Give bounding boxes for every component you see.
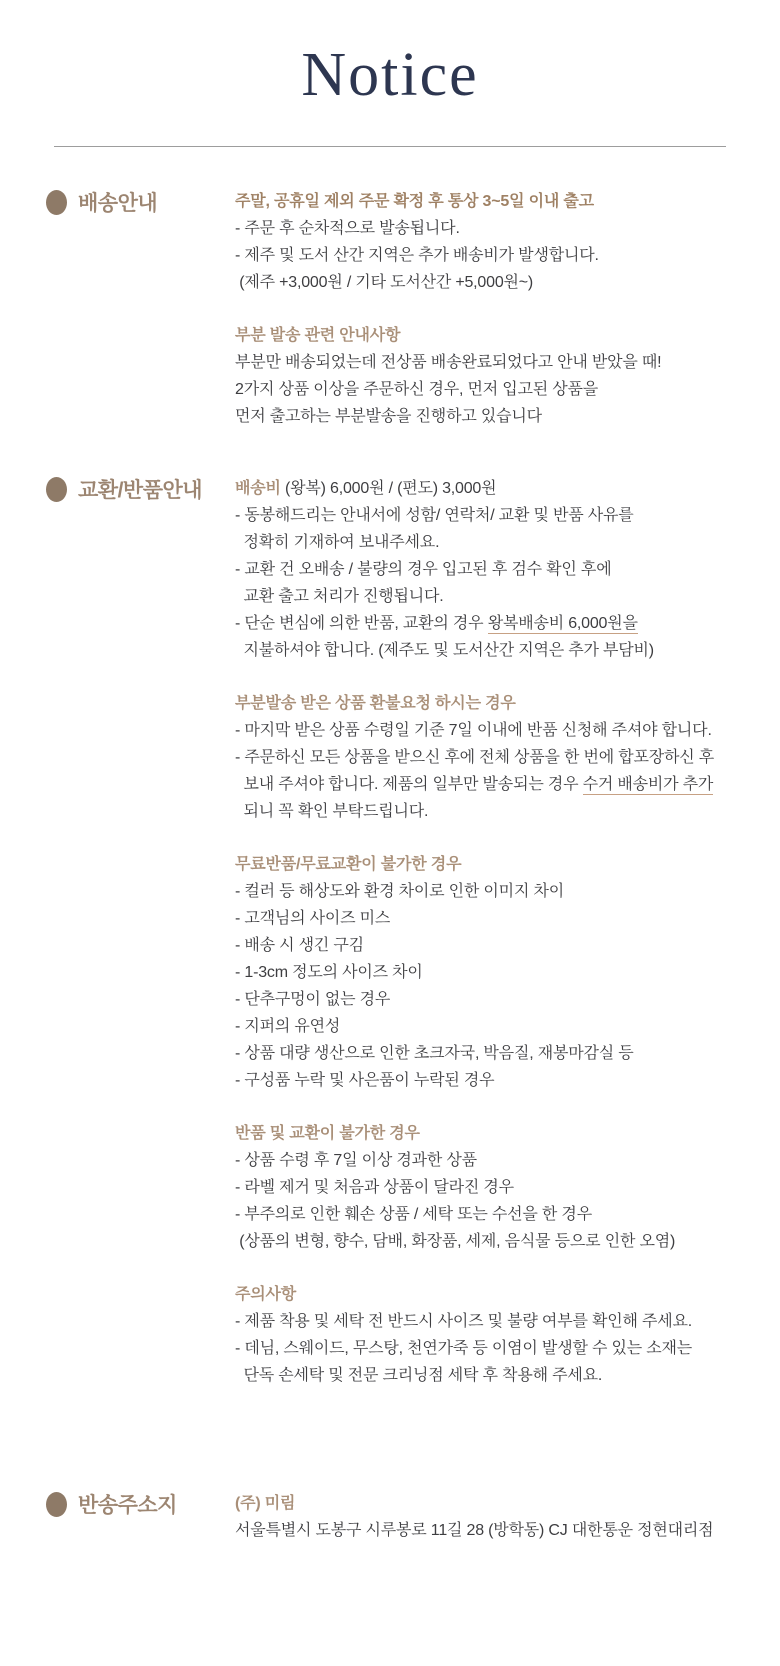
text-block [235,851,744,1094]
text-segment: 보내 주셔야 합니다. 제품의 일부만 발송되는 경우 [235,776,583,793]
text-segment: - 동봉해드리는 안내서에 성함/ 연락처/ 교환 및 반품 사유를 [235,507,634,524]
text-line [235,1040,744,1067]
text-segment: (상품의 변형, 향수, 담배, 화장품, 세제, 음식물 등으로 인한 오염) [235,1233,676,1250]
text-line [235,798,744,825]
text-segment: 무료반품/무료교환이 불가한 경우 [235,856,462,873]
text-segment: 주의사항 [235,1286,297,1303]
text-line [235,1308,744,1335]
text-segment: - 주문 후 순차적으로 발송됩니다. [235,220,460,237]
text-line [235,905,744,932]
text-segment: - 상품 대량 생산으로 인한 초크자국, 박음질, 재봉마감실 등 [235,1045,634,1062]
text-block [235,1281,744,1389]
section-content [235,1489,780,1544]
text-line [235,1490,744,1517]
text-segment: - 단추구멍이 없는 경우 [235,991,391,1008]
text-segment: (주) 미림 [235,1495,296,1512]
text-segment: - 지퍼의 유연성 [235,1018,341,1035]
text-segment: 정확히 기재하여 보내주세요. [235,534,440,551]
text-line [235,959,744,986]
section-shipping-info [0,187,780,430]
text-line [235,583,744,610]
text-segment: 서울특별시 도봉구 시루봉로 11길 28 (방학동) CJ 대한통운 정현대리점 [235,1522,714,1539]
text-segment: - 라벨 제거 및 처음과 상품이 달라진 경우 [235,1179,514,1196]
text-segment: 주말, 공휴일 제외 주문 확정 후 통상 3~5일 이내 출고 [235,193,594,210]
text-line [235,1013,744,1040]
text-segment: 먼저 출고하는 부분발송을 진행하고 있습니다 [235,408,542,425]
text-block [235,322,744,430]
text-line [235,349,744,376]
section-label-column [0,187,235,217]
section-content [235,474,780,1389]
text-segment: - 상품 수령 후 7일 이상 경과한 상품 [235,1152,477,1169]
divider [54,146,726,147]
text-line [235,269,744,296]
text-line [235,1174,744,1201]
text-line [235,986,744,1013]
text-segment: (제주 +3,000원 / 기타 도서산간 +5,000원~) [235,274,534,291]
text-line [235,1335,744,1362]
text-line [235,376,744,403]
section-return-address [0,1489,780,1544]
text-line [235,1201,744,1228]
text-segment: - 교환 건 오배송 / 불량의 경우 입고된 후 검수 확인 후에 [235,561,612,578]
text-line [235,1120,744,1147]
text-segment: 2가지 상품 이상을 주문하신 경우, 먼저 입고된 상품을 [235,381,599,398]
text-line [235,1067,744,1094]
text-line [235,529,744,556]
text-segment: 부분 발송 관련 안내사항 [235,327,401,344]
text-segment: - 제품 착용 및 세탁 전 반드시 사이즈 및 불량 여부를 확인해 주세요. [235,1313,692,1330]
text-line [235,744,744,771]
page-title: Notice [301,41,479,109]
text-segment: - 부주의로 인한 훼손 상품 / 세탁 또는 수선을 한 경우 [235,1206,592,1223]
text-segment: - 컬러 등 해상도와 환경 차이로 인한 이미지 차이 [235,883,564,900]
text-segment: 단독 손세탁 및 전문 크리닝점 세탁 후 착용해 주세요. [235,1367,603,1384]
text-line [235,242,744,269]
text-segment: - 고객님의 사이즈 미스 [235,910,391,927]
text-segment: 되니 꼭 확인 부탁드립니다. [235,803,429,820]
text-line [235,637,744,664]
text-segment: - 구성품 누락 및 사은품이 누락된 경우 [235,1072,495,1089]
section-label-text: 배송안내 [78,192,158,215]
text-block [235,1120,744,1255]
text-line [235,717,744,744]
text-segment: - 제주 및 도서 산간 지역은 추가 배송비가 발생합니다. [235,247,599,264]
text-segment: 부분발송 받은 상품 환불요청 하시는 경우 [235,695,516,712]
text-line [235,1362,744,1389]
text-line [235,475,744,502]
text-line [235,851,744,878]
bullet-icon [46,477,67,502]
section-label-text: 교환/반품안내 [78,479,203,502]
text-segment: 배송비 [235,480,281,497]
text-block [235,188,744,296]
section-label [46,474,235,504]
text-segment: 수거 배송비가 추가 [582,776,714,793]
bullet-icon [46,190,67,215]
text-line [235,1147,744,1174]
text-block [235,1490,744,1544]
text-line [235,322,744,349]
text-segment: - 마지막 받은 상품 수령일 기준 7일 이내에 반품 신청해 주셔야 합니다. [235,722,712,739]
text-segment: 왕복배송비 6,000원을 [487,615,638,632]
text-line [235,932,744,959]
text-line [235,1517,744,1544]
text-line [235,215,744,242]
text-segment: - 1-3cm 정도의 사이즈 차이 [235,964,423,981]
text-segment: - 주문하신 모든 상품을 받으신 후에 전체 상품을 한 번에 합포장하신 후 [235,749,714,766]
text-segment: 교환 출고 처리가 진행됩니다. [235,588,444,605]
section-content [235,187,780,430]
section-label [46,1489,235,1519]
section-label-column [0,474,235,504]
text-segment: - 데님, 스웨이드, 무스탕, 천연가죽 등 이염이 발생할 수 있는 소재는 [235,1340,692,1357]
section-label-text: 반송주소지 [78,1494,177,1517]
text-line [235,1228,744,1255]
section-label [46,187,235,217]
text-line [235,1281,744,1308]
text-line [235,403,744,430]
bullet-icon [46,1492,67,1517]
text-segment: 지불하셔야 합니다. (제주도 및 도서산간 지역은 추가 부담비) [235,642,654,659]
text-line [235,878,744,905]
text-line [235,690,744,717]
text-segment: 부분만 배송되었는데 전상품 배송완료되었다고 안내 받았을 때! [235,354,662,371]
text-segment: (왕복) 6,000원 / (편도) 3,000원 [280,480,497,497]
text-line [235,556,744,583]
text-line [235,188,744,215]
sections-container [0,187,780,1544]
section-label-column [0,1489,235,1519]
text-line [235,771,744,798]
section-exchange-return-info [0,474,780,1389]
text-segment: - 배송 시 생긴 구김 [235,937,364,954]
text-line [235,502,744,529]
text-segment: - 단순 변심에 의한 반품, 교환의 경우 [235,615,488,632]
text-block [235,475,744,664]
text-block [235,690,744,825]
text-segment: 반품 및 교환이 불가한 경우 [235,1125,420,1142]
text-line [235,610,744,637]
